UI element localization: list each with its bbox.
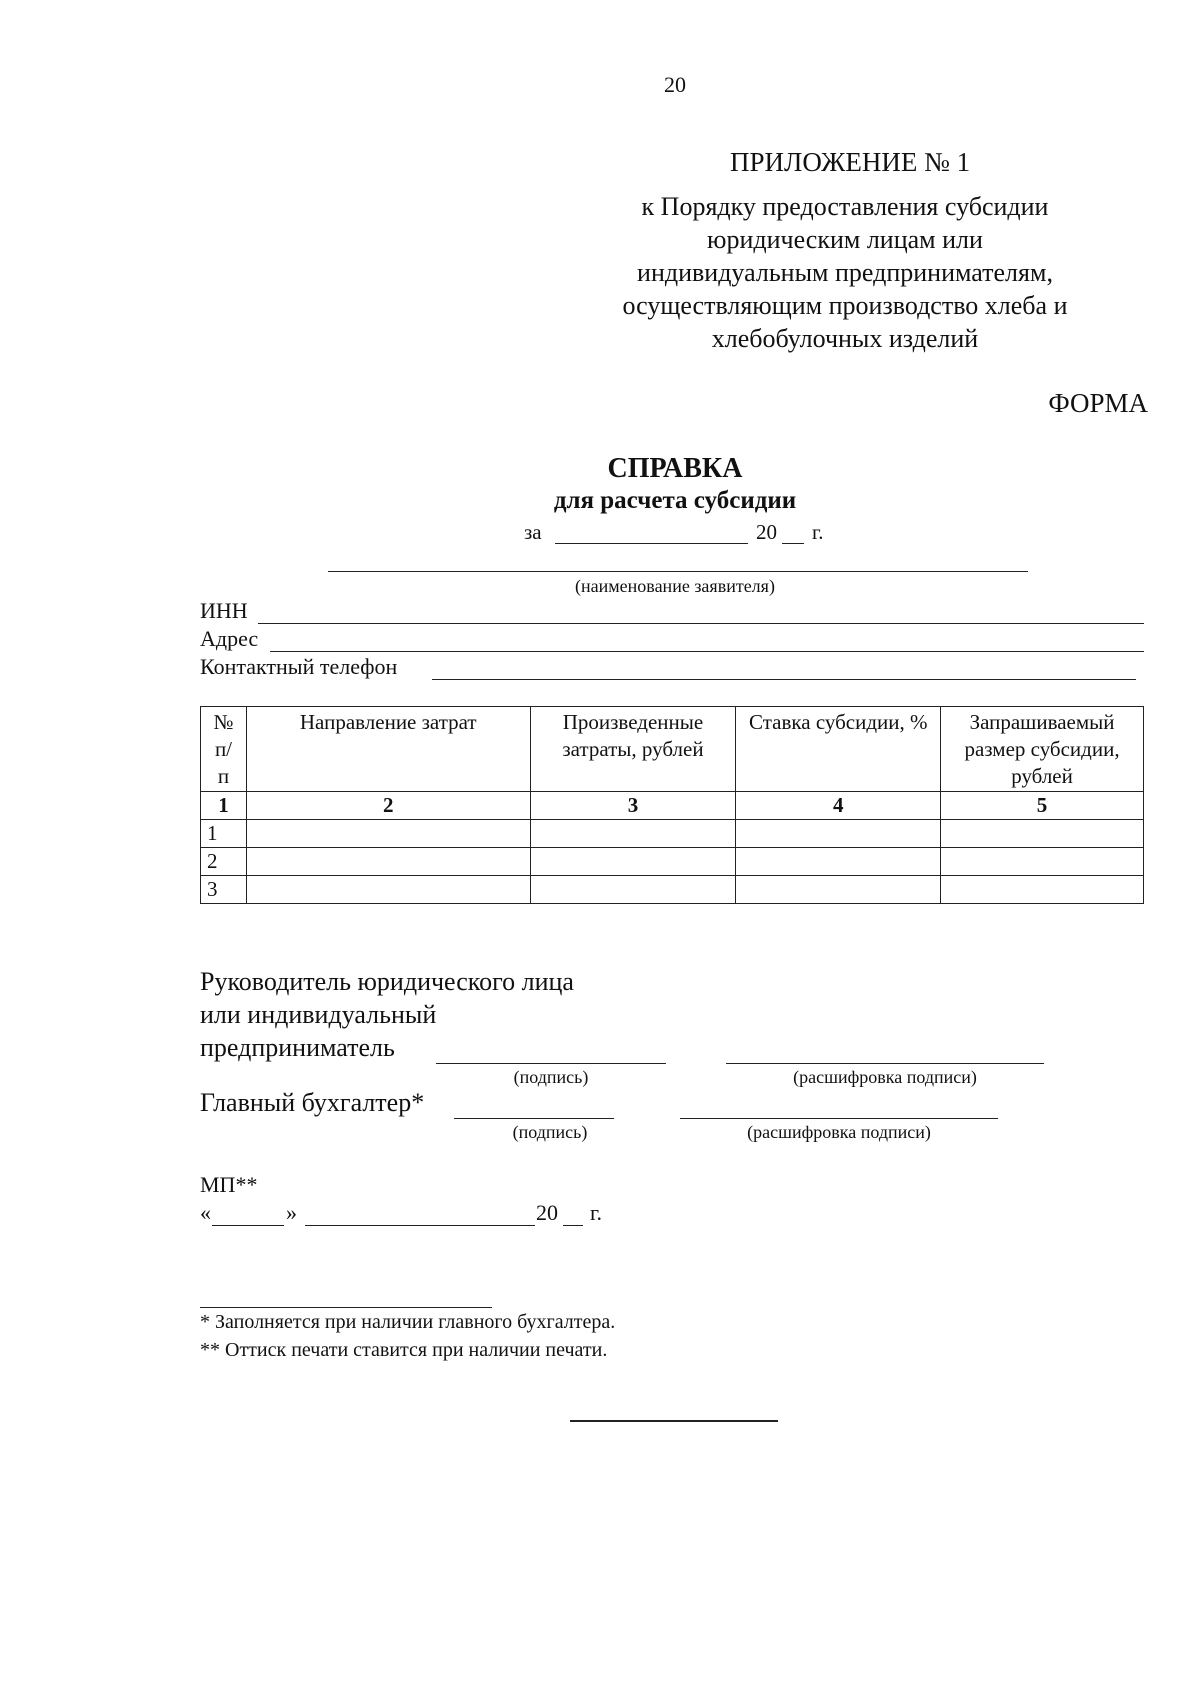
period-year-prefix: 20 <box>756 520 777 544</box>
appendix-line: к Порядку предоставления субсидии <box>641 192 1049 221</box>
table-cell[interactable] <box>530 848 736 876</box>
header-cell: № п/ п <box>201 707 247 792</box>
column-number: 3 <box>530 792 736 820</box>
form-label: ФОРМА <box>1048 388 1148 418</box>
header-cell: Ставка субсидии, % <box>736 707 941 792</box>
table-cell[interactable] <box>246 848 530 876</box>
table-cell[interactable] <box>246 820 530 848</box>
date-year-field[interactable] <box>563 1225 583 1226</box>
head-line-3: предприниматель <box>200 1033 395 1062</box>
row-number: 3 <box>201 876 247 904</box>
table-cell[interactable] <box>941 876 1144 904</box>
date-year-prefix: 20 <box>536 1200 558 1225</box>
appendix-line: хлебобулочных изделий <box>711 324 979 353</box>
table-row <box>201 876 1144 904</box>
address-field[interactable] <box>270 651 1144 652</box>
date-quote-open: « <box>200 1200 211 1225</box>
date-month-field[interactable] <box>305 1225 535 1226</box>
applicant-name-field[interactable] <box>328 571 1028 572</box>
document-subtitle: для расчета субсидии <box>553 487 797 514</box>
inn-label: ИНН <box>200 598 248 623</box>
address-label: Адрес <box>200 626 259 651</box>
stamp-label: МП** <box>200 1172 258 1197</box>
appendix-line: индивидуальным предпринимателям, <box>637 258 1053 287</box>
column-number: 2 <box>246 792 530 820</box>
table-cell[interactable] <box>941 820 1144 848</box>
accountant-decoding-caption: (расшифровка подписи) <box>747 1122 931 1142</box>
period-row <box>524 520 542 545</box>
header-cell: Направление затрат <box>246 707 530 792</box>
period-month-field[interactable] <box>555 543 748 544</box>
table-cell[interactable] <box>530 820 736 848</box>
table-cell[interactable] <box>736 876 941 904</box>
date-year-suffix: г. <box>590 1200 603 1225</box>
footnote-divider <box>200 1307 492 1308</box>
accountant-label: Главный бухгалтер* <box>200 1088 425 1117</box>
head-line-1: Руководитель юридического лица <box>200 967 574 996</box>
table-cell[interactable] <box>941 848 1144 876</box>
period-prefix: за <box>524 520 542 544</box>
table-cell[interactable] <box>530 876 736 904</box>
column-number: 1 <box>201 792 247 820</box>
column-number: 4 <box>736 792 941 820</box>
table-header-row <box>201 707 1144 792</box>
footnote-1: * Заполняется при наличии главного бухгалтера. <box>200 1311 616 1333</box>
column-number: 5 <box>941 792 1144 820</box>
appendix-line: юридическим лицам или <box>707 225 983 254</box>
table-cell[interactable] <box>736 820 941 848</box>
footnote-2: ** Оттиск печати ставится при наличии печати. <box>200 1339 608 1361</box>
period-year-suffix: г. <box>812 520 824 544</box>
appendix-line: осуществляющим производство хлеба и <box>622 291 1068 320</box>
head-decoding-caption: (расшифровка подписи) <box>793 1067 977 1087</box>
header-cell: Произведенные затраты, рублей <box>530 707 736 792</box>
phone-label: Контактный телефон <box>200 654 398 679</box>
period-year-field[interactable] <box>782 543 804 544</box>
appendix-title: ПРИЛОЖЕНИЕ № 1 <box>730 147 971 177</box>
table-cell[interactable] <box>736 848 941 876</box>
date-quote-close: » <box>286 1200 297 1225</box>
table-cell[interactable] <box>246 876 530 904</box>
accountant-signature-caption: (подпись) <box>512 1122 588 1142</box>
document-title: СПРАВКА <box>607 453 743 484</box>
inn-field[interactable] <box>258 623 1144 624</box>
subsidy-table <box>200 706 1144 904</box>
head-signature-field[interactable] <box>436 1063 666 1064</box>
table-row <box>201 848 1144 876</box>
appendix-subtitle <box>560 190 1130 355</box>
phone-field[interactable] <box>432 679 1136 680</box>
head-line-2: или индивидуальный <box>200 1000 437 1029</box>
head-signature-caption: (подпись) <box>513 1067 589 1087</box>
row-number: 1 <box>201 820 247 848</box>
head-decoding-field[interactable] <box>726 1063 1044 1064</box>
row-number: 2 <box>201 848 247 876</box>
accountant-decoding-field[interactable] <box>680 1118 998 1119</box>
header-cell: Запрашиваемый размер субсидии, рублей <box>941 707 1144 792</box>
page-number: 20 <box>664 72 686 97</box>
table-row <box>201 820 1144 848</box>
end-divider <box>570 1420 778 1422</box>
date-day-field[interactable] <box>212 1225 284 1226</box>
accountant-signature-field[interactable] <box>454 1118 614 1119</box>
applicant-caption: (наименование заявителя) <box>575 576 775 596</box>
column-numbers-row <box>201 792 1144 820</box>
